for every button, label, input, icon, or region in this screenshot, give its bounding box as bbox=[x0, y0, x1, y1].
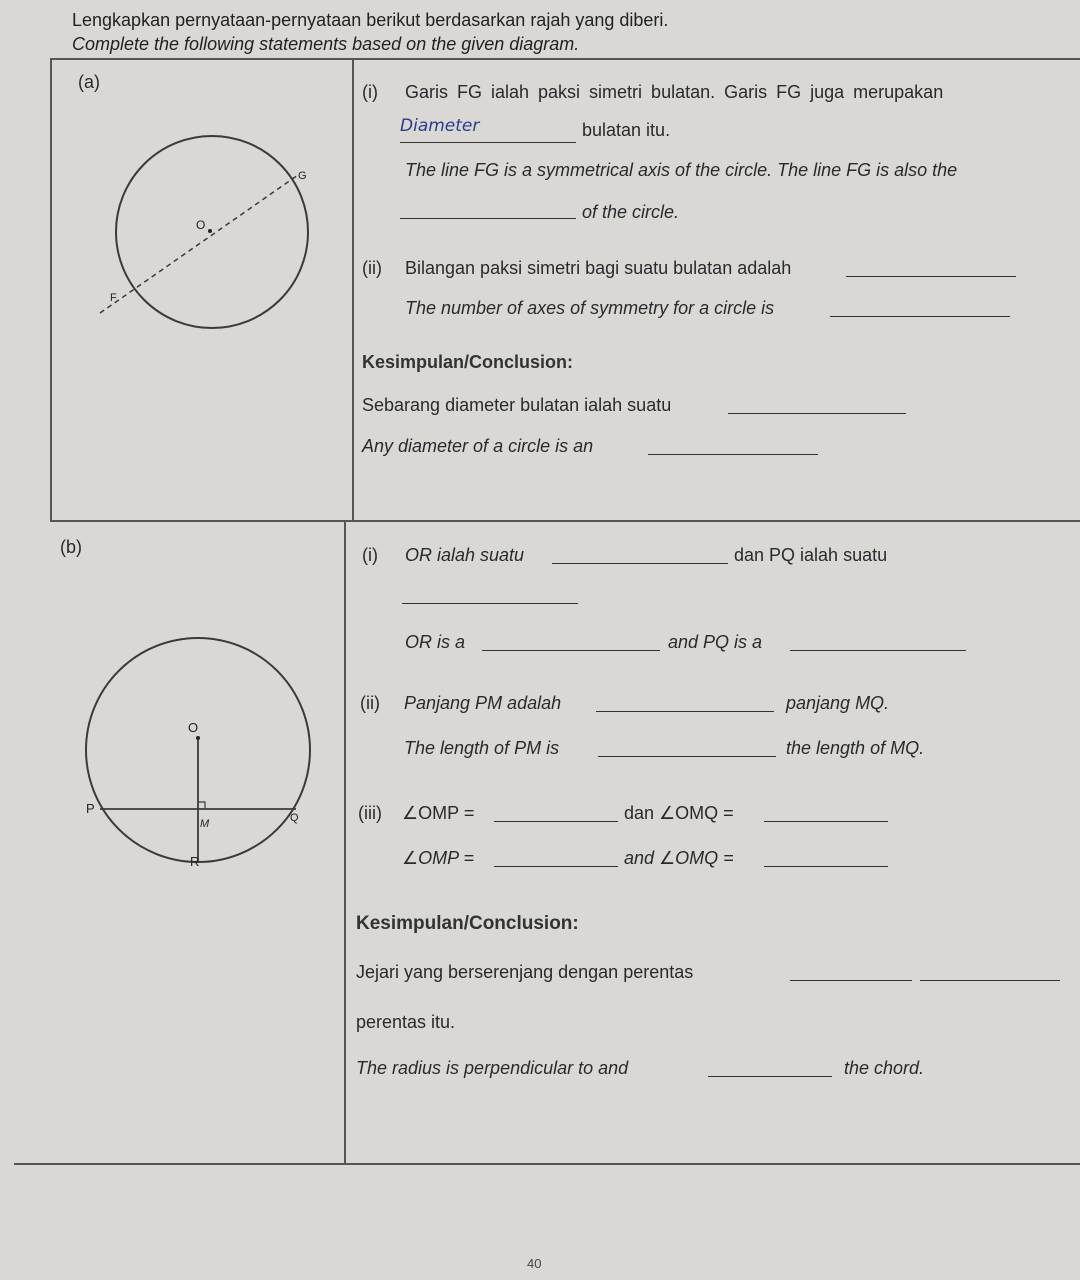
b-i-english-2: and PQ is a bbox=[668, 632, 763, 652]
a-ii-english-blank[interactable] bbox=[830, 298, 1010, 317]
b-conclusion-malay-blank-2[interactable] bbox=[920, 962, 1060, 981]
a-i-malay-line1: Garis FG ialah paksi simetri bulatan. Garis FG juga merupakan bbox=[405, 82, 944, 102]
column-divider-a bbox=[352, 58, 354, 520]
b-i-malay-blank-2[interactable] bbox=[402, 585, 578, 604]
b-i-english-blank-1[interactable] bbox=[482, 632, 660, 651]
table-bottom-border bbox=[14, 1163, 1080, 1165]
b-iii-malay-2: dan ∠OMQ = bbox=[624, 803, 734, 823]
center-dot-o-b bbox=[196, 736, 200, 740]
b-iii-malay-blank-2[interactable] bbox=[764, 803, 888, 822]
b-iii-number: (iii) bbox=[358, 803, 382, 823]
b-conclusion-malay-1: Jejari yang berserenjang dengan perentas bbox=[356, 962, 694, 982]
table-left-border bbox=[50, 58, 52, 520]
page-number: 40 bbox=[527, 1256, 542, 1271]
part-a-label: (a) bbox=[78, 72, 100, 92]
a-conclusion-malay: Sebarang diameter bulatan ialah suatu bbox=[362, 395, 672, 415]
a-i-number: (i) bbox=[362, 82, 378, 102]
b-iii-english-blank-2[interactable] bbox=[764, 848, 888, 867]
label-o-b: O bbox=[188, 720, 199, 735]
b-ii-malay-blank[interactable] bbox=[596, 693, 774, 712]
label-m: M bbox=[200, 818, 210, 830]
a-conclusion-english-blank[interactable] bbox=[648, 436, 818, 455]
b-iii-english-2: and ∠OMQ = bbox=[624, 848, 734, 868]
b-ii-malay-2: panjang MQ. bbox=[786, 693, 890, 713]
label-g: G bbox=[298, 170, 307, 182]
a-ii-malay: Bilangan paksi simetri bagi suatu bulatan adalah bbox=[405, 258, 792, 278]
table-top-border bbox=[50, 58, 1080, 60]
b-i-number: (i) bbox=[362, 545, 378, 565]
b-conclusion-malay-blank-1[interactable] bbox=[790, 962, 912, 981]
b-i-malay-1: OR ialah suatu bbox=[405, 545, 525, 565]
a-i-english-line2: of the circle. bbox=[582, 202, 680, 222]
b-conclusion-english-1: The radius is perpendicular to and bbox=[356, 1058, 629, 1078]
b-conclusion-english-2: the chord. bbox=[844, 1058, 925, 1078]
b-i-english-1: OR is a bbox=[405, 632, 466, 652]
part-b-label: (b) bbox=[60, 537, 82, 557]
a-ii-english: The number of axes of symmetry for a circle is bbox=[405, 298, 775, 318]
b-conclusion-label: Kesimpulan/Conclusion: bbox=[356, 913, 579, 934]
b-conclusion-english-blank[interactable] bbox=[708, 1058, 832, 1077]
b-iii-malay-blank-1[interactable] bbox=[494, 803, 618, 822]
label-o: O bbox=[196, 218, 206, 232]
b-ii-malay-1: Panjang PM adalah bbox=[404, 693, 562, 713]
a-conclusion-label: Kesimpulan/Conclusion: bbox=[362, 352, 574, 372]
label-r: R bbox=[190, 854, 200, 869]
a-ii-number: (ii) bbox=[362, 258, 382, 278]
b-ii-english-blank[interactable] bbox=[598, 738, 776, 757]
b-iii-english-1: ∠OMP = bbox=[402, 848, 474, 868]
a-i-handwritten-answer: Diameter bbox=[400, 116, 480, 136]
label-f: F bbox=[110, 292, 117, 304]
a-ii-malay-blank[interactable] bbox=[846, 258, 1016, 277]
b-iii-malay-1: ∠OMP = bbox=[402, 803, 475, 823]
a-i-english-line1: The line FG is a symmetrical axis of the circle. The line FG is also the bbox=[405, 160, 958, 180]
circle-diagram-b bbox=[80, 630, 340, 900]
instruction-english: Complete the following statements based on the given diagram. bbox=[72, 34, 580, 54]
right-angle-mark bbox=[198, 802, 205, 809]
b-conclusion-malay-2: perentas itu. bbox=[356, 1012, 456, 1032]
a-i-english-blank[interactable] bbox=[400, 200, 576, 219]
circle-diagram-a bbox=[60, 135, 350, 335]
b-i-malay-2: dan PQ ialah suatu bbox=[734, 545, 888, 565]
b-ii-english-1: The length of PM is bbox=[404, 738, 560, 758]
center-dot-o bbox=[208, 229, 212, 233]
a-i-answer-blank[interactable] bbox=[400, 118, 576, 143]
a-conclusion-english: Any diameter of a circle is an bbox=[362, 436, 594, 456]
b-ii-english-2: the length of MQ. bbox=[786, 738, 925, 758]
instruction-malay: Lengkapkan pernyataan-pernyataan berikut berdasarkan rajah yang diberi. bbox=[72, 10, 669, 30]
table-divider bbox=[50, 520, 1080, 522]
label-q: Q bbox=[290, 812, 299, 824]
b-i-malay-blank-1[interactable] bbox=[552, 545, 728, 564]
a-conclusion-malay-blank[interactable] bbox=[728, 395, 906, 414]
b-iii-english-blank-1[interactable] bbox=[494, 848, 618, 867]
circle-a bbox=[116, 136, 308, 328]
diameter-fg bbox=[100, 175, 298, 313]
label-p: P bbox=[86, 801, 95, 816]
a-i-malay-line2: bulatan itu. bbox=[582, 120, 671, 140]
b-i-english-blank-2[interactable] bbox=[790, 632, 966, 651]
column-divider-b bbox=[344, 520, 346, 1163]
b-ii-number: (ii) bbox=[360, 693, 380, 713]
